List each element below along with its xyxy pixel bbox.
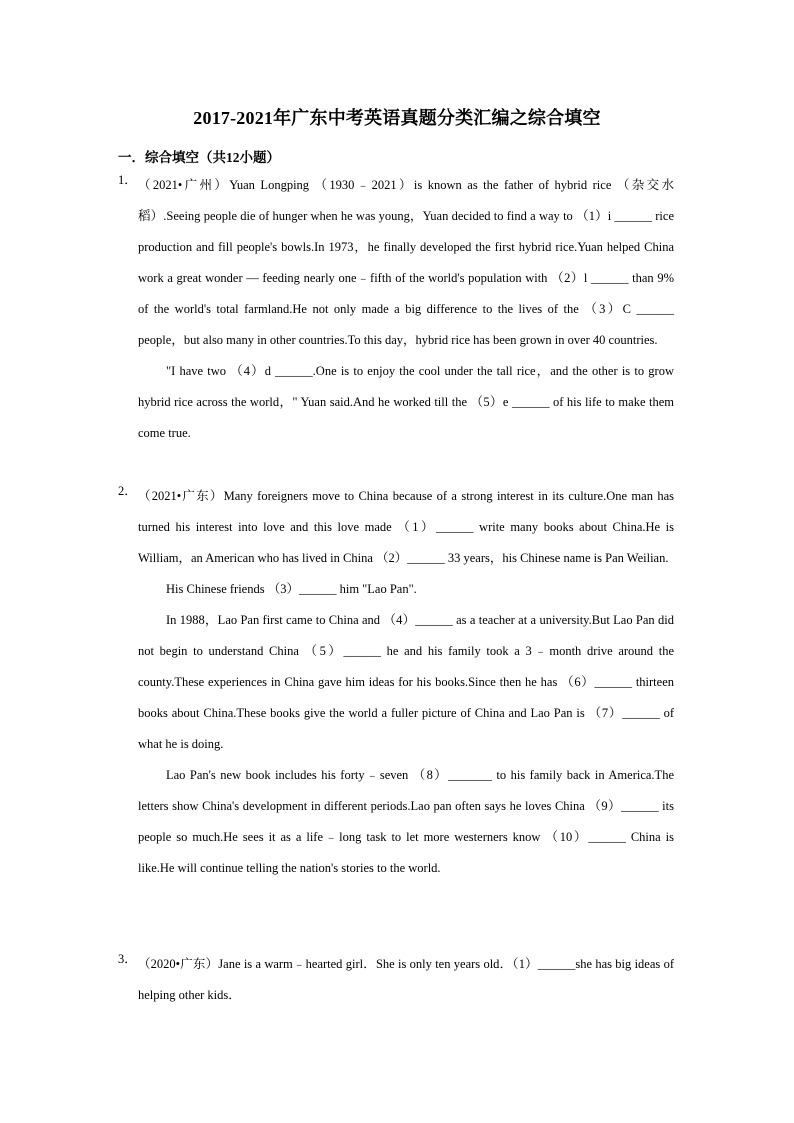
question-number: 3．: [118, 952, 137, 966]
section-heading: 一．综合填空（共12小题）: [118, 150, 280, 165]
question-number: 2．: [118, 484, 137, 498]
question-paragraph: （2021•广州）Yuan Longping （1930﹣2021）is known as the father of hybrid rice （杂交水稻）.Seeing people die of hunger when he was young，Yuan decided to find a way to （1）i ______ rice production and fill people's bowls.In 1973，he finally developed the first hybrid rice.Yuan helped China work a great wonder — feeding nearly one﹣fifth of the world's population with （2）l ______ than 9% of the world's total farmland.He not only made a big difference to the lives of the （3）C ______ people，but also many in other countries.To this day，hybrid rice has been grown in over 40 countries.: [138, 178, 674, 347]
question-1: [118, 170, 674, 449]
question-paragraph: Lao Pan's new book includes his forty﹣seven （8）_______ to his family back in America.The letters show China's development in different periods.Lao pan often says he loves China （9）______ its people so much.He sees it as a life﹣long task to let more westerners know （10）______ China is like.He will continue telling the nation's stories to the world.: [138, 768, 674, 875]
question-number: 1．: [118, 173, 137, 187]
document-title: 2017-2021年广东中考英语真题分类汇编之综合填空: [193, 108, 601, 128]
question-paragraph: "I have two （4）d ______.One is to enjoy the cool under the tall rice，and the other is to grow hybrid rice across the world，" Yuan said.And he worked till the （5）e ______ of his life to make them come true.: [138, 364, 674, 440]
question-3: [118, 949, 674, 1011]
question-2: [118, 481, 674, 884]
question-paragraph: His Chinese friends （3）______ him "Lao Pan".: [166, 582, 417, 596]
question-paragraph: （2021•广东）Many foreigners move to China because of a strong interest in its culture.One man has turned his interest into love and this love made （1）______ write many books about China.He is William，an American who has lived in China （2）______ 33 years，his Chinese name is Pan Weilian.: [138, 489, 674, 565]
question-paragraph: In 1988，Lao Pan first came to China and （4）______ as a teacher at a university.But Lao Pan did not begin to understand China （5）______ he and his family took a 3﹣month drive around the county.These experiences in China gave him ideas for his books.Since then he has （6）______ thirteen books about China.These books give the world a fuller picture of China and Lao Pan is （7）______ of what he is doing.: [138, 613, 674, 751]
question-paragraph: （2020•广东）Jane is a warm﹣hearted girl．She is only ten years old．（1）______she has big ideas of helping other kids．: [138, 957, 674, 1002]
